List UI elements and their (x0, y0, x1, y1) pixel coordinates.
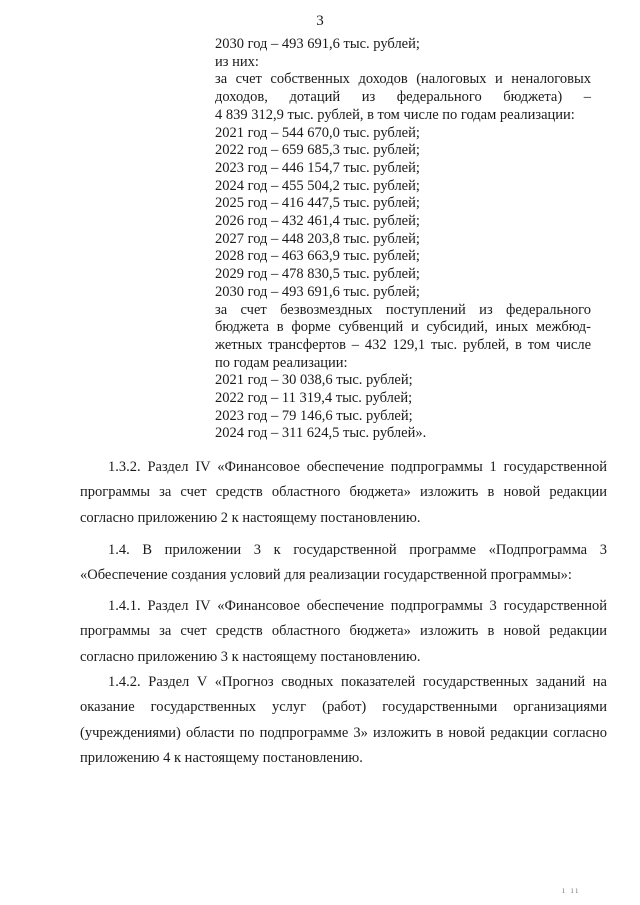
year-line: 2025 год – 416 447,5 тыс. рублей; (215, 195, 420, 212)
funding-block (215, 36, 591, 443)
paragraph-1-4-2 (80, 670, 607, 771)
text-line: 2030 год – 493 691,6 тыс. рублей; (215, 36, 420, 52)
paragraph-1-4 (80, 538, 607, 589)
year-line: 2024 год – 311 624,5 тыс. рублей». (215, 425, 427, 442)
year-line: 2029 год – 478 830,5 тыс. рублей; (215, 266, 420, 283)
federal-line: бюджета в форме субвенций и субсидий, иных межбюд- (215, 319, 591, 336)
scan-mark: ı ıı (562, 885, 580, 895)
paragraph-text: 1.3.2. Раздел IV «Финансовое обеспечение подпрограммы 1 государственной программы за счет средств областного бюджета» изложить в новой редакции согласно приложению 2 к настоящему постановлению. (80, 459, 607, 526)
own-income-line: доходов, дотаций из федерального бюджета) – (215, 89, 591, 106)
federal-line: жетных трансфертов – 432 129,1 тыс. рублей, в том числе (215, 336, 591, 353)
paragraph-text: 1.4.1. Раздел IV «Финансовое обеспечение подпрограммы 3 государственной программы за счет средств областного бюджета» изложить в новой редакции согласно приложению 3 к настоящему постановлению. (80, 598, 607, 665)
year-line: 2022 год – 659 685,3 тыс. рублей; (215, 142, 420, 159)
paragraph-1-4-1 (80, 594, 607, 670)
page-number: 3 (316, 13, 324, 29)
own-income-line: за счет собственных доходов (налоговых и неналоговых (215, 71, 591, 88)
paragraph-text: 1.4.2. Раздел V «Прогноз сводных показателей государственных заданий на оказание государственных услуг (работ) государственными организациями (учреждениями) области по подпрограмме 3» изложить в новой редакции согласно приложению 4 к настоящему постановлению. (80, 674, 607, 766)
paragraph-text: 1.4. В приложении 3 к государственной программе «Подпрограмма 3 «Обеспечение создания условий для реализации государственной программы»: (80, 542, 607, 584)
text-line: из них: (215, 53, 259, 70)
federal-line: за счет безвозмездных поступлений из федерального (215, 301, 591, 318)
year-line: 2027 год – 448 203,8 тыс. рублей; (215, 230, 420, 247)
year-line: 2030 год – 493 691,6 тыс. рублей; (215, 283, 420, 300)
year-line: 2024 год – 455 504,2 тыс. рублей; (215, 177, 420, 194)
year-line: 2026 год – 432 461,4 тыс. рублей; (215, 213, 420, 230)
year-line: 2021 год – 30 038,6 тыс. рублей; (215, 372, 413, 389)
year-line: 2028 год – 463 663,9 тыс. рублей; (215, 248, 420, 265)
year-line: 2023 год – 79 146,6 тыс. рублей; (215, 407, 413, 424)
federal-line: по годам реализации: (215, 354, 348, 371)
year-line: 2023 год – 446 154,7 тыс. рублей; (215, 159, 420, 176)
paragraph-1-3-2 (80, 455, 607, 531)
own-income-total: 4 839 312,9 тыс. рублей, в том числе по годам реализации: (215, 106, 575, 123)
year-line: 2021 год – 544 670,0 тыс. рублей; (215, 124, 420, 141)
year-line: 2022 год – 11 319,4 тыс. рублей; (215, 390, 413, 407)
